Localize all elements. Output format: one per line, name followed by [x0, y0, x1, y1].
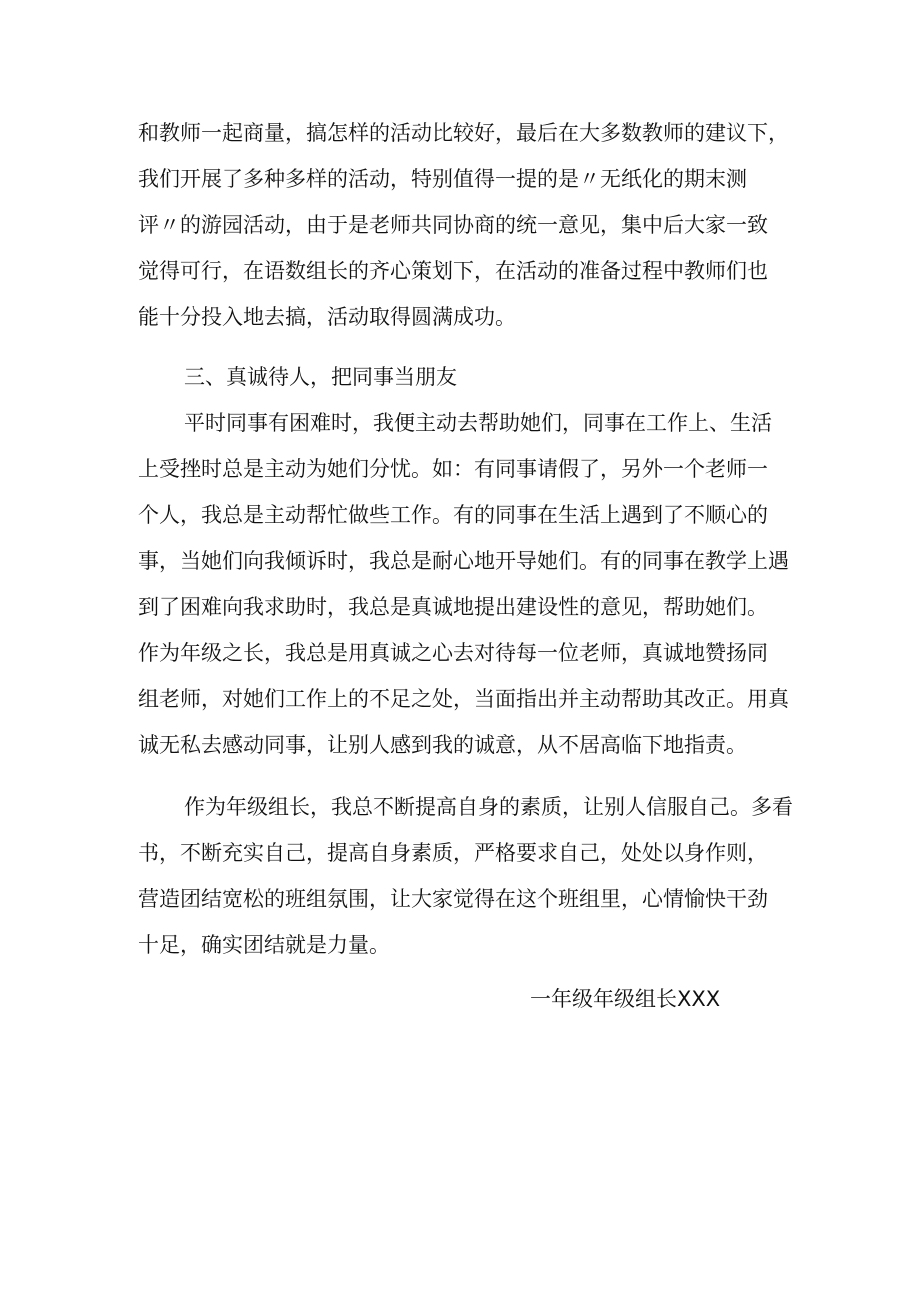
paragraph-line: 事，当她们向我倾诉时，我总是耐心地开导她们。有的同事在教学上遇 [138, 549, 789, 573]
paragraph-line: 诚无私去感动同事，让别人感到我的诚意，从不居高临下地指责。 [138, 733, 747, 757]
paragraph-line: 和教师一起商量，搞怎样的活动比较好，最后在大多数教师的建议下， [138, 121, 789, 145]
paragraph-line: 觉得可行，在语数组长的齐心策划下，在活动的准备过程中教师们也 [138, 259, 768, 283]
paragraph-line: 能十分投入地去搞，活动取得圆满成功。 [138, 305, 516, 329]
signature: 一年级年级组长XXX [530, 987, 721, 1011]
paragraph-line: 评〃的游园活动，由于是老师共同协商的统一意见，集中后大家一致 [138, 213, 768, 237]
paragraph-line: 我们开展了多种多样的活动，特别值得一提的是〃无纸化的期末测 [138, 167, 747, 191]
section-heading: 三、真诚待人，把同事当朋友 [184, 365, 457, 389]
paragraph-line: 个人，我总是主动帮忙做些工作。有的同事在生活上遇到了不顺心的 [138, 503, 768, 527]
paragraph-line: 十足，确实团结就是力量。 [138, 933, 390, 957]
paragraph-line: 作为年级组长，我总不断提高自身的素质，让别人信服自己。多看 [184, 795, 793, 819]
paragraph-line: 组老师，对她们工作上的不足之处，当面指出并主动帮助其改正。用真 [138, 687, 789, 711]
paragraph-line: 平时同事有困难时，我便主动去帮助她们，同事在工作上、生活 [184, 411, 772, 435]
paragraph-line: 营造团结宽松的班组氛围，让大家觉得在这个班组里，心情愉快干劲 [138, 887, 768, 911]
paragraph-line: 书，不断充实自己，提高自身素质，严格要求自己，处处以身作则， [138, 841, 768, 865]
paragraph-line: 作为年级之长，我总是用真诚之心去对待每一位老师，真诚地赞扬同 [138, 641, 768, 665]
paragraph-line: 上受挫时总是主动为她们分忧。如：有同事请假了，另外一个老师一 [138, 457, 768, 481]
paragraph-line: 到了困难向我求助时，我总是真诚地提出建设性的意见，帮助她们。 [138, 595, 768, 619]
